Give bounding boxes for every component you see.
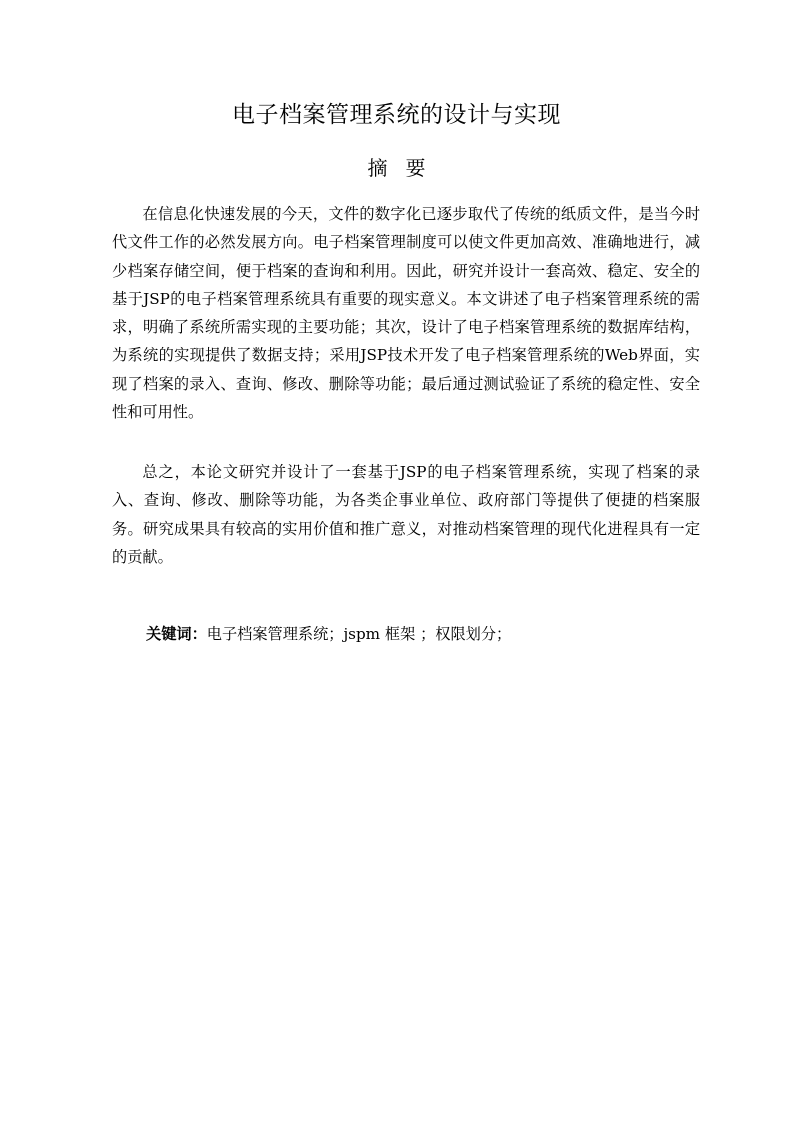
abstract-heading: 摘要	[367, 156, 444, 180]
keywords-line	[146, 620, 706, 648]
abstract-paragraph-1: 在信息化快速发展的今天，文件的数字化已逐步取代了传统的纸质文件，是当今时代文件工作的必然发展方向。电子档案管理制度可以使文件更加高效、准确地进行，减少档案存储空间，便于档案的查询和利用。因此，研究并设计一套高效、稳定、安全的基于JSP的电子档案管理系统具有重要的现实意义。本文讲述了电子档案管理系统的需求，明确了系统所需实现的主要功能；其次，设计了电子档案管理系统的数据库结构，为系统的实现提供了数据支持；采用JSP技术开发了电子档案管理系统的Web界面，实现了档案的录入、查询、修改、删除等功能；最后通过测试验证了系统的稳定性、安全性和可用性。	[112, 205, 700, 422]
keywords-label: 关键词：	[146, 625, 207, 643]
document-title: 电子档案管理系统的设计与实现	[232, 102, 561, 128]
abstract-paragraph-2: 总之，本论文研究并设计了一套基于JSP的电子档案管理系统，实现了档案的录入、查询、修改、删除等功能，为各类企事业单位、政府部门等提供了便捷的档案服务。研究成果具有较高的实用价值和推广意义，对推动档案管理的现代化进程具有一定的贡献。	[112, 463, 700, 566]
keywords-text: 电子档案管理系统；jspm 框架 ；权限划分；	[206, 625, 512, 643]
